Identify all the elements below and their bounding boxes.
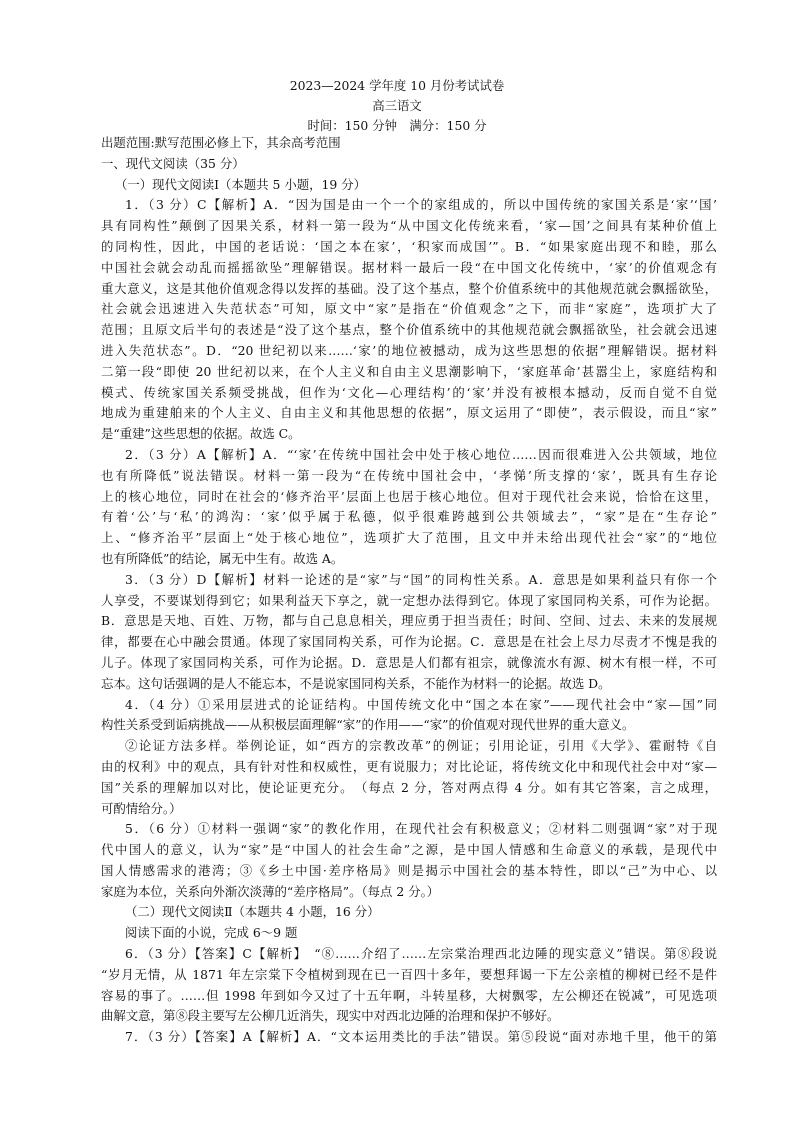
text-line: 社会就会迅速进入失范状态”可知，原文中“家”是指在“价值观念”之下，而非“家庭”，选项扩大了 bbox=[101, 301, 717, 317]
exam-title: 2023—2024 学年度 10 月份考试试卷 bbox=[289, 78, 505, 93]
text-line: （一）现代文阅读Ⅰ（本题共 5 小题，19 分） bbox=[115, 176, 367, 192]
exam-subject: 高三语文 bbox=[372, 98, 422, 113]
text-line: 构性关系受到诟病挑战——从积极层面理解“家”的作用——“家”的价值观对现代世界的重大意义。 bbox=[101, 717, 635, 733]
text-line: 家庭为本位，关系向外渐次淡薄的“差序格局”。（每点 2 分。） bbox=[101, 883, 440, 899]
text-line: 重大意义，这是其他价值观念得以发挥的基础。没了这个基点，整个价值系统中的其他规范就会飘摇欲坠， bbox=[101, 280, 717, 296]
text-line: 4．（4 分）①采用层进式的论证结构。中国传统文化中“国之本在家”——现代社会中“家—国”同 bbox=[125, 696, 717, 712]
text-line: 模式、传统家国关系频受挑战，但作为‘文化—心理结构’的‘家’并没有被根本撼动，反而自觉不自觉 bbox=[101, 384, 717, 400]
text-line: 也有所降低”的结论，属无中生有。故选 A。 bbox=[101, 550, 344, 566]
text-line: 有着‘公’与‘私’的鸿沟：‘家’似乎属于私德，似乎很难跨越到公共领域去”，“家”是在“生存论” bbox=[101, 509, 717, 525]
text-line: 3．（3 分）D【解析】材料一论述的是“家”与“国”的同构性关系。A．意思是如果利益只有你一个 bbox=[125, 571, 717, 587]
text-line: 忘本。这句话强调的是人不能忘本，不是说家国同构关系，不能作为材料一的论据。故选 D。 bbox=[101, 675, 611, 691]
text-line: 国人情感需求的港湾；③《乡土中国·差序格局》则是揭示中国社会的基本特性，即以“己”为中心、以 bbox=[101, 862, 717, 878]
text-line: “岁月无情，从 1871 年左宗棠下令植树到现在已一百四十多年，要想拜谒一下左公亲植的柳树已经不是件 bbox=[101, 966, 717, 982]
text-line: 中国社会就会动乱而摇摇欲坠”理解错误。据材料一最后一段“在中国文化传统中，‘家’的价值观念有 bbox=[101, 259, 717, 275]
text-line: 儿子。体现了家国同构关系，可作为论据。D．意思是人们都有祖宗，就像流水有源、树木有根一样，不可 bbox=[101, 654, 717, 670]
text-line: 6．（3 分）【答案】C【解析】 “⑧……介绍了……左宗棠治理西北边陲的现实意义”错误。第⑧段说 bbox=[125, 946, 717, 962]
text-line: 人享受，不要谋划得到它；如果利益天下享之，就一定想办法得到它。体现了家国同构关系，可作为论据。 bbox=[101, 592, 717, 608]
text-line: 二第一段“即使 20 世纪初以来，在个人主义和自由主义思潮影响下，‘家庭革命’甚嚣尘上，家庭结构和 bbox=[101, 363, 717, 379]
text-line: 一、现代文阅读（35 分） bbox=[101, 155, 245, 171]
text-line: 律，都要在心中融会贯通。体现了家国同构关系，可作为论据。C．意思是在社会上尽力尽责才不愧是我的 bbox=[101, 634, 717, 650]
text-line: 地成为重建舶来的个人主义、自由主义和其他思想的依据”，原文运用了“即使”，表示假设，而且“家” bbox=[101, 405, 717, 421]
text-line: 5．（6 分）①材料一强调“家”的教化作用，在现代社会有积极意义；②材料二则强调“家”对于现 bbox=[125, 821, 717, 837]
text-line: 具有同构性”颠倒了因果关系，材料一第一段为“从中国文化传统来看，‘家—国’之间具有某种价值上 bbox=[101, 218, 717, 234]
text-line: 容易的事了。……但 1998 年到如今又过了十五年啊，斗转星移，大树飘零，左公柳还在锐减”，可见选项 bbox=[101, 987, 717, 1003]
text-line: 曲解文意，第⑧段主要写左公柳几近消失，现实中对西北边陲的治理和保护不够好。 bbox=[101, 1008, 560, 1024]
text-line: 1．（3 分）C【解析】A．“因为国是由一个一个的家组成的，所以中国传统的家国关系是‘家’‘国’ bbox=[125, 197, 717, 213]
text-line: 代中国人的意义，认为“家”是“中国人的社会生命”之源，是中国人情感和生命意义的承载，是现代中 bbox=[101, 842, 717, 858]
text-line: ②论证方法多样。举例论证，如“西方的宗教改革”的例证；引用论证，引用《大学》、霍耐特《自 bbox=[125, 738, 717, 754]
text-line: 上的核心地位，同时在社会的‘修齐治平’层面上也居于核心地位。但对于现代社会来说，恰恰在这里， bbox=[101, 488, 717, 504]
text-line: 也有所降低”说法错误。材料一第一段为“在传统中国社会中，‘孝悌’所支撑的‘家’，既具有生存论 bbox=[101, 467, 717, 483]
answer-body bbox=[101, 133, 717, 1048]
text-line: 阅读下面的小说，完成 6～9 题 bbox=[125, 925, 298, 941]
text-line: 是“重建”这些思想的依据。故选 C。 bbox=[101, 426, 301, 442]
text-line: 范围；且原文后半句的表述是“没了这个基点，整个价值系统中的其他规范就会飘摇欲坠，社会就会迅速 bbox=[101, 322, 717, 338]
text-line: 2．（3 分）A【解析】A．“‘家’在传统中国社会中处于核心地位……因而很难进入公共领域，地位 bbox=[125, 446, 717, 462]
text-line: 国”关系的理解加以对比，使论证更充分。 （每点 2 分，答对两点得 4 分。如有其它答案，言之成理， bbox=[101, 779, 717, 795]
text-line: B．意思是天地、百姓、万物，都与自己息息相关，理应勇于担当责任；时间、空间、过去、未来的发展规 bbox=[101, 613, 717, 629]
text-line: 上、“修齐治平”层面上“处于核心地位”，选项扩大了范围，且文中并未给出现代社会“家”的“地位 bbox=[101, 530, 717, 546]
exam-meta: 时间：150 分钟 满分：150 分 bbox=[307, 118, 487, 133]
text-line: （二）现代文阅读Ⅱ（本题共 4 小题，16 分） bbox=[125, 904, 380, 920]
text-line: 的同构性，因此，中国的老话说：‘国之本在家’，‘积家而成国’”。B．“如果家庭出现不和睦，那么 bbox=[101, 238, 717, 254]
text-line: 出题范围:默写范围必修上下，其余高考范围 bbox=[101, 135, 341, 150]
text-line: 由的权利》中的观点，具有针对性和权威性，更有说服力；对比论证，将传统文化中和现代社会中对“家— bbox=[101, 758, 717, 774]
text-line: 进入失范状态”。D．“20 世纪初以来……‘家’的地位被撼动，成为这些思想的依据”理解错误。据材料 bbox=[101, 342, 717, 358]
text-line: 7．（3 分）【答案】A【解析】A．“文本运用类比的手法”错误。第⑤段说“面对赤地千里，他干的第 bbox=[125, 1029, 717, 1045]
text-line: 可酌情给分。） bbox=[101, 800, 182, 816]
